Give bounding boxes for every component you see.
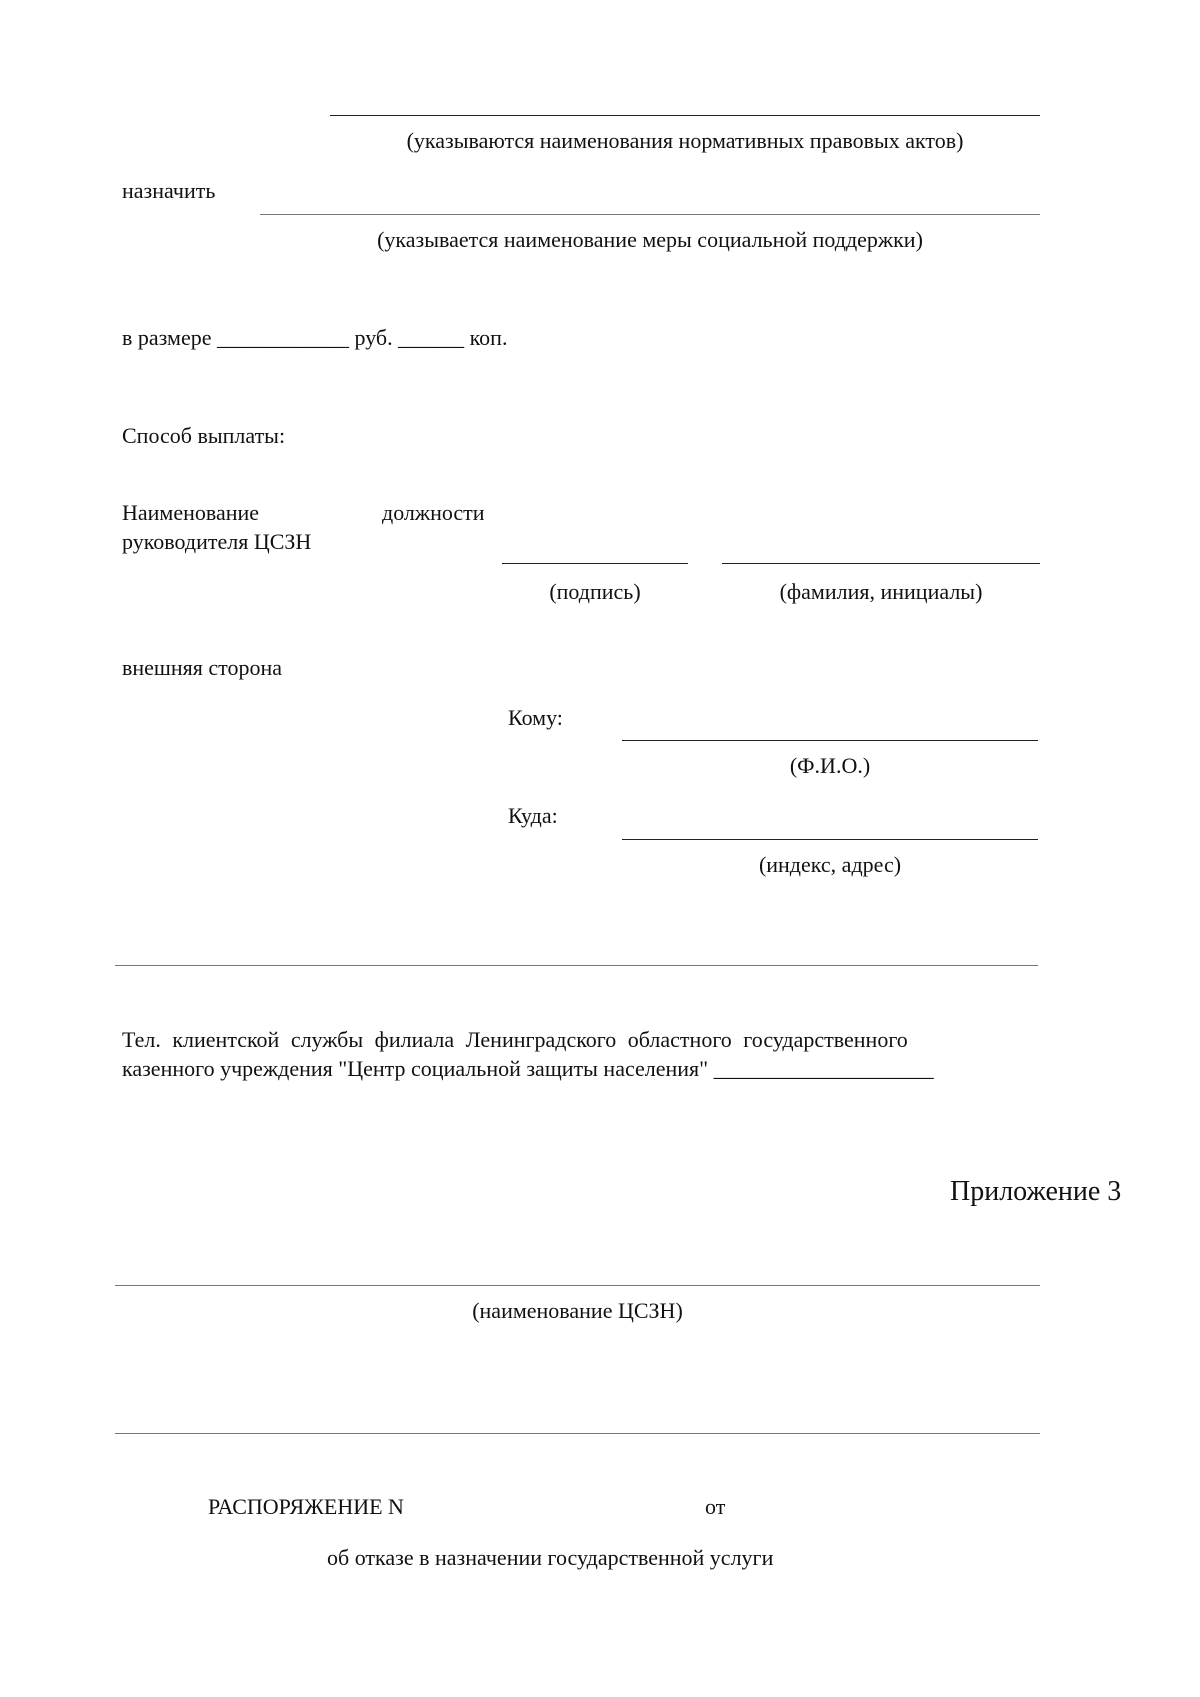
appendix-title: Приложение 3 bbox=[950, 1176, 1122, 1207]
fio-caption: (Ф.И.О.) bbox=[789, 753, 871, 778]
head-title-word1: Наименование bbox=[122, 500, 260, 525]
signature-line bbox=[502, 563, 688, 564]
acts-caption: (указываются наименования нормативных правовых актов) bbox=[406, 128, 964, 153]
order-label: РАСПОРЯЖЕНИЕ N bbox=[208, 1494, 404, 1519]
name-line bbox=[722, 563, 1040, 564]
where-label: Куда: bbox=[508, 803, 558, 828]
payment-method-label: Способ выплаты: bbox=[122, 423, 286, 448]
signature-caption: (подпись) bbox=[549, 579, 641, 604]
acts-line bbox=[330, 115, 1040, 116]
csszn-line bbox=[115, 1285, 1040, 1286]
section-divider bbox=[115, 965, 1038, 966]
csszn-caption: (наименование ЦСЗН) bbox=[472, 1298, 683, 1323]
outer-side-label: внешняя сторона bbox=[122, 655, 283, 680]
to-line bbox=[622, 740, 1038, 741]
to-label: Кому: bbox=[508, 705, 563, 730]
where-line bbox=[622, 839, 1038, 840]
measure-line bbox=[260, 214, 1040, 215]
order-from: от bbox=[705, 1494, 726, 1519]
address-caption: (индекс, адрес) bbox=[758, 852, 902, 877]
csszn-line-2 bbox=[115, 1433, 1040, 1434]
assign-label: назначить bbox=[122, 178, 216, 203]
name-caption: (фамилия, инициалы) bbox=[779, 579, 983, 604]
head-title-word2: должности bbox=[382, 500, 485, 525]
measure-caption: (указывается наименование меры социальной поддержки) bbox=[377, 227, 923, 252]
amount-line: в размере ____________ руб. ______ коп. bbox=[122, 325, 508, 350]
head-title-line2: руководителя ЦСЗН bbox=[122, 529, 312, 554]
order-subject: об отказе в назначении государственной услуги bbox=[327, 1545, 774, 1570]
phone-line-1: Тел. клиентской службы филиала Ленинградского областного государственного bbox=[122, 1027, 908, 1052]
phone-line-2: казенного учреждения "Центр социальной защиты населения" ____________________ bbox=[122, 1056, 934, 1081]
